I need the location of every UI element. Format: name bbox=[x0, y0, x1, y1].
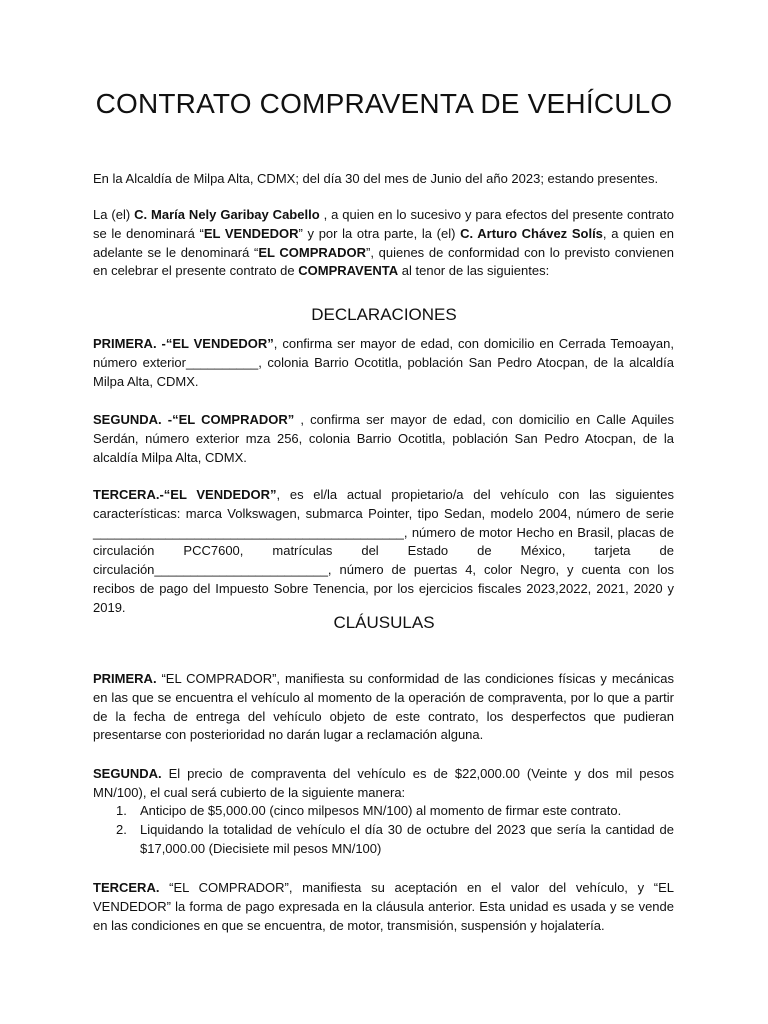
list-item bbox=[93, 821, 674, 859]
document-title: CONTRATO COMPRAVENTA DE VEHÍCULO bbox=[95, 88, 673, 119]
clausula-tercera-text: “EL COMPRADOR”, manifiesta su aceptación en el valor del vehículo, y “EL VENDEDOR” la forma de pago expresada en la cláusula anterior. Esta unidad es usada y se vende en las condiciones en que se encuentra, de motor, transmisión, suspensión y hojalatería. bbox=[93, 880, 674, 933]
declaracion-tercera-lead: TERCERA.-“EL VENDEDOR” bbox=[93, 487, 277, 502]
clausula-tercera-lead: TERCERA. bbox=[93, 880, 160, 895]
declaracion-segunda-lead: SEGUNDA. -“EL COMPRADOR” bbox=[93, 412, 295, 427]
declaraciones-heading: DECLARACIONES bbox=[311, 305, 457, 324]
parties-text: , a quien en adelante se le denominará “ bbox=[93, 225, 675, 260]
contract-type: COMPRAVENTA bbox=[298, 263, 399, 279]
declaracion-segunda-text: , confirma ser mayor de edad, con domicilio en Calle Aquiles Serdán, número exterior mza 256, colonia Barrio Ocotitla, población San Pedro Atocpan, de la alcaldía Milpa Alta, CDMX. bbox=[93, 412, 674, 465]
declaracion-primera bbox=[93, 335, 674, 391]
parties-text: al tenor de las siguientes: bbox=[398, 263, 550, 279]
clausula-tercera bbox=[93, 879, 674, 935]
list-item-number: 2. bbox=[116, 821, 127, 837]
parties-text: , a quien en lo sucesivo y para efectos del presente contrato se le denominará “ bbox=[93, 207, 674, 241]
clausula-primera-text: “EL COMPRADOR”, manifiesta su conformidad de las condiciones físicas y mecánicas en las que se encuentra el vehículo al momento de la operación de compraventa, por lo que a partir de la fecha de entrega del vehículo objeto de este contrato, los desperfectos que pudieran presentarse con posterioridad no darán lugar a reclamación alguna. bbox=[93, 671, 674, 743]
clausula-segunda-text: El precio de compraventa del vehículo es de $22,000.00 (Veinte y dos mil pesos MN/100), el cual será cubierto de la siguiente manera: bbox=[93, 766, 674, 800]
list-item-number: 1. bbox=[116, 803, 127, 818]
clausula-primera bbox=[93, 670, 674, 745]
seller-name: C. María Nely Garibay Cabello bbox=[134, 207, 320, 222]
declaracion-tercera-text: , es el/la actual propietario/a del vehículo con las siguientes características: marca Volkswagen, submarca Pointer, tipo Sedan, modelo 2004, número de serie ___________________________________________, número de motor Hecho en Brasil, placas de circulación PCC7600, matrículas del Estado de México, tarjeta de circulación________________________, número de puertas 4, color Negro, y cuenta con los recibos de pago del Impuesto Sobre Tenencia, por los ejercicios fiscales 2023,2022, 2021, 2020 y 2019. bbox=[93, 487, 674, 615]
declaracion-primera-text: , confirma ser mayor de edad, con domicilio en Cerrada Temoayan, número exterior__________, colonia Barrio Ocotitla, población San Pedro Atocpan, de la alcaldía Milpa Alta, CDMX. bbox=[93, 336, 674, 389]
intro-paragraph: En la Alcaldía de Milpa Alta, CDMX; del día 30 del mes de Junio del año 2023; estando presentes. bbox=[93, 171, 659, 186]
declaracion-segunda bbox=[93, 411, 674, 467]
declaracion-tercera bbox=[93, 486, 674, 618]
seller-label: EL VENDEDOR bbox=[203, 225, 299, 241]
clausulas-heading: CLÁUSULAS bbox=[333, 613, 435, 632]
parties-text: La (el) bbox=[93, 207, 135, 222]
declaracion-primera-lead: PRIMERA. -“EL VENDEDOR” bbox=[93, 336, 274, 351]
buyer-name: C. Arturo Chávez Solís bbox=[460, 225, 603, 241]
buyer-label: EL COMPRADOR bbox=[258, 244, 367, 260]
payment-list bbox=[93, 802, 674, 858]
clausula-segunda-lead: SEGUNDA. bbox=[93, 766, 162, 781]
parties-text: ”, quienes de conformidad con lo previsto convienen en celebrar el presente contrato de bbox=[93, 244, 674, 279]
clausula-primera-lead: PRIMERA. bbox=[93, 671, 157, 686]
list-item-text: Liquidando la totalidad de vehículo el día 30 de octubre del 2023 que sería la cantidad de $17,000.00 (Diecisiete mil pesos MN/100) bbox=[140, 821, 674, 856]
list-item bbox=[93, 802, 674, 821]
parties-paragraph bbox=[93, 206, 674, 281]
list-item-text: Anticipo de $5,000.00 (cinco milpesos MN/100) al momento de firmar este contrato. bbox=[140, 803, 622, 818]
clausula-segunda bbox=[93, 765, 674, 803]
parties-text: ” y por la otra parte, la (el) bbox=[298, 225, 461, 241]
